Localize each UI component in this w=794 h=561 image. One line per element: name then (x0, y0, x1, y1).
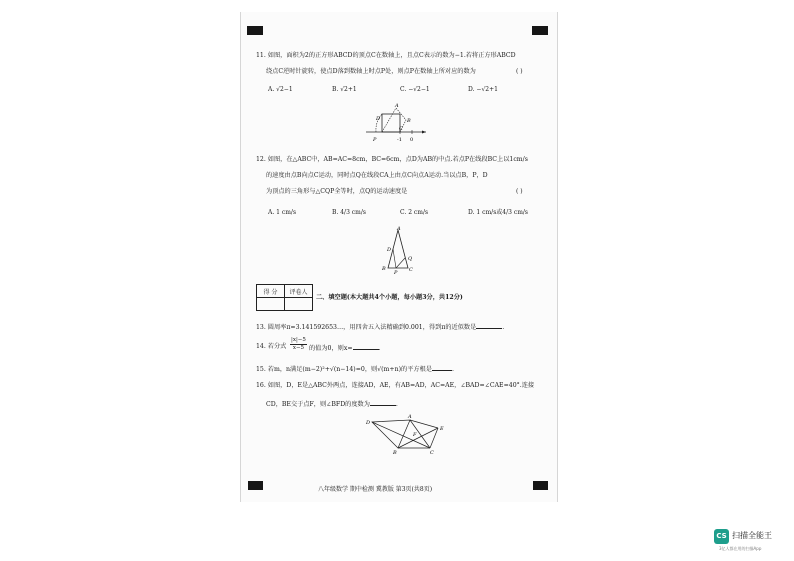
q12-option-d: D. 1 cm/s或4/3 cm/s (468, 209, 529, 216)
q12-answer-paren: ( ) (516, 188, 523, 195)
q16-question-end: CD，BE交于点F，则∠BFD的度数为 (266, 401, 370, 408)
q12-fig-label-p: P (394, 270, 398, 276)
q12-option-a: A. 1 cm/s (268, 209, 297, 216)
q14-suffix: 的值为0，则x= . (309, 345, 381, 352)
q11-fig-label-a: A (395, 103, 399, 109)
q11-option-c: C. −√2−1 (400, 86, 430, 93)
q15-question: 15. 若m，n满足(m−2)²+√(n−14)=0，则√(m+n)的平方根是 (256, 366, 432, 373)
q12-line-1: 12. 如图，在△ABC中，AB=AC=8cm，BC=6cm，点D为AB的中点.若点P在线段BC上以1cm/s (256, 156, 528, 163)
q14-fraction (290, 337, 307, 352)
q16-figure (362, 414, 448, 458)
q11-fig-tick-minus1: -1 (397, 137, 402, 143)
registration-mark-top-right (532, 26, 548, 35)
q16-fig-label-f: F (413, 432, 417, 438)
q14-answer-blank (353, 343, 379, 350)
scanner-logo-icon: CS (714, 529, 729, 544)
registration-mark-top-left (247, 26, 263, 35)
q12-line-3: 为顶点的三角形与△CQP全等时，点Q的运动速度是 (266, 188, 408, 195)
q16-fig-label-a: A (408, 414, 412, 420)
q12-fig-label-c: C (409, 267, 413, 273)
q12-fig-label-d: D (387, 247, 392, 253)
q16-fig-label-c: C (430, 450, 434, 456)
q14-denominator: x−5 (292, 345, 305, 351)
q11-option-d: D. −√2+1 (468, 86, 498, 93)
q12-line-2: 的速度由点B向点C运动，同时点Q在线段CA上由点C向点A运动.当以点B，P，D (266, 172, 488, 179)
q12-fig-label-a: A (397, 226, 401, 232)
q11-option-b: B. √2+1 (332, 86, 357, 93)
q16-line-1: 16. 如图，D，E是△ABC外两点，连接AD，AE，有AB=AD，AC=AE，∠BAD=∠CAE=40°.连接 (256, 382, 535, 389)
score-cell (257, 298, 285, 311)
q12-figure (380, 226, 420, 276)
q11-fig-label-d: D (376, 116, 381, 122)
registration-mark-bottom-right (533, 481, 548, 490)
q12-option-c: C. 2 cm/s (400, 209, 429, 216)
q11-line-1: 11. 如图，面积为2的正方形ABCD的顶点C在数轴上，且点C表示的数为−1.若将正方形ABCD (256, 52, 516, 59)
q14-prefix: 14. 若分式 (256, 343, 287, 350)
score-header: 得 分 (257, 285, 285, 298)
grader-header: 评卷人 (285, 285, 313, 298)
q13-answer-blank (476, 322, 502, 329)
q11-option-a: A. √2−1 (268, 86, 293, 93)
q16-fig-label-b: B (393, 450, 397, 456)
q11-line-2: 绕点C逆时针旋转，使点D落到数轴上时点P处，则点P在数轴上所对应的数为 (266, 68, 476, 75)
q11-fig-tick-0: 0 (410, 137, 414, 143)
q16-answer-blank (370, 399, 396, 406)
scanner-tagline: 3亿人都在用的扫描App (719, 546, 762, 551)
q12-fig-label-b: B (382, 266, 386, 272)
q14-suffix-text: 的值为0，则x= (309, 345, 353, 352)
q15-text: 15. 若m，n满足(m−2)²+√(n−14)=0，则√(m+n)的平方根是 . (256, 366, 454, 373)
q11-figure (362, 100, 432, 148)
page-footer: 八年级数学 期中检测 冀教版 第3页(共8页) (318, 486, 433, 493)
q13-question: 13. 圆周率π=3.141592653…，用四舍五入法精确到0.001，得到π的近似数是 (256, 324, 477, 331)
q13-text: 13. 圆周率π=3.141592653…，用四舍五入法精确到0.001，得到π的近似数是 . (256, 324, 505, 331)
grader-cell (285, 298, 313, 311)
q16-fig-label-d: D (366, 420, 371, 426)
q14-numerator: |x|−5 (291, 337, 306, 343)
q16-line-2: CD，BE交于点F，则∠BFD的度数为 . (266, 401, 398, 408)
registration-mark-bottom-left (248, 481, 263, 490)
q15-answer-blank (432, 364, 452, 371)
score-table (256, 284, 313, 311)
q11-answer-paren: ( ) (516, 68, 523, 75)
q16-fig-label-e: E (440, 426, 444, 432)
q11-fig-label-b: B (407, 118, 411, 124)
q11-fig-label-c: C (399, 126, 403, 132)
q12-fig-label-q: Q (408, 256, 413, 262)
q12-option-b: B. 4/3 cm/s (332, 209, 366, 216)
q11-fig-label-p: P (373, 137, 377, 143)
scanner-app-name: 扫描全能王 (732, 531, 772, 540)
section-2-heading: 二、填空题(本大题共4个小题，每小题3分，共12分) (316, 294, 463, 301)
